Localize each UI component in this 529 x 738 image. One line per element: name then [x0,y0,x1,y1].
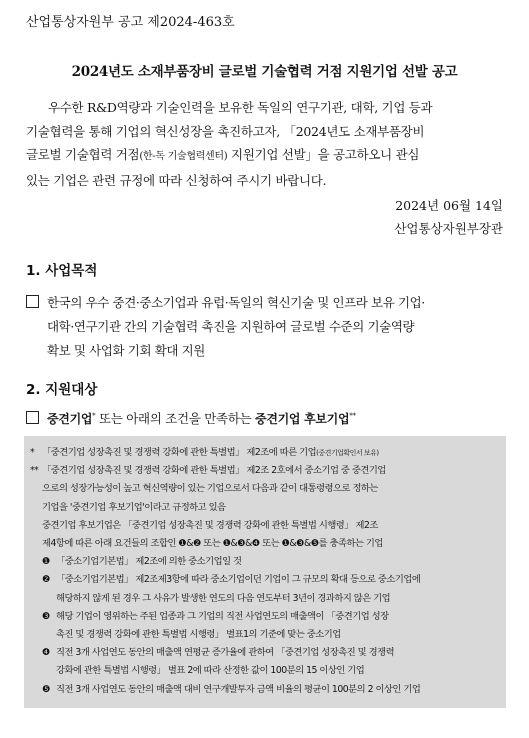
note-line: ** 「중견기업 성장촉진 및 경쟁력 강화에 관한 특별법」 제2조 2호에서 중소기업 중 중견기업 [30,465,386,477]
condition-item: ❸ 해당 기업이 영위하는 주된 업종과 그 기업의 직전 사업연도의 매출액이 「중견기업 성장 [42,610,389,622]
note-line: 중견기업 후보기업은 「중견기업 성장촉진 및 경쟁력 강화에 관한 특별법 시행령」 제2조 [42,519,378,531]
purpose-line: 대학·연구기관 간의 기술협력 촉진을 지원하여 글로벌 수준의 기술역량 [47,319,415,334]
condition-line: 촉진 및 경쟁력 강화에 관한 특별법 시행령」 별표1의 기준에 맞는 중소기업 [56,629,341,641]
note-line: 으로의 성장가능성이 높고 혁신역량이 있는 기업으로서 다음과 같이 대통령령으로 정하는 [42,483,378,495]
issuer: 산업통상자원부장관 [394,221,503,236]
document-title: 2024년도 소재부품장비 글로벌 기술협력 거점 지원기업 선발 공고 [71,64,458,80]
condition-item: ❺ 직전 3개 사업연도 동안의 매출액 대비 연구개발투자 금액 비율의 평균이 100분의 2 이상인 기업 [42,683,421,695]
notice-date: 2024년 06월 14일 [395,198,503,213]
condition-line: 해당하지 않게 된 경우 그 사유가 발생한 연도의 다음 연도부터 3년이 경과하지 않은 기업 [56,592,391,604]
condition-item: ❹ 직전 3개 사업연도 동안의 매출액 연평균 증가율에 관하여 「중견기업 성장촉진 및 경쟁력 [42,647,395,659]
note-line: 기업을 '중견기업 후보기업'이라고 규정하고 있음 [42,501,226,513]
purpose-item [26,291,506,363]
footnote-mark: ** [349,411,356,420]
target-item: 중견기업* 또는 아래의 조건을 만족하는 중견기업 후보기업** [26,409,506,427]
target-midsize: 중견기업 [47,412,93,426]
section-heading-purpose: 1. 사업목적 [26,263,98,279]
target-candidate: 중견기업 후보기업 [255,412,350,426]
intro-paragraph [26,96,504,192]
note-line: * 「중견기업 성장촉진 및 경쟁력 강화에 관한 특별법」 제2조에 따른 기업(중견기업확인서 보유) [30,447,379,458]
note-line: 제4항에 따른 아래 요건들의 조합인 ❶&❷ 또는 ❶&❸&❹ 또는 ❶&❸&❺를 충족하는 기업 [42,538,383,550]
purpose-line: 한국의 우수 중견·중소기업과 유럽·독일의 혁신기술 및 인프라 보유 기업· [26,291,506,315]
notice-number: 산업통상자원부 공고 제2024-463호 [26,15,235,30]
intro-line: 기술협력을 통해 기업의 혁신성장을 촉진하고자, 「2024년도 소재부품장비 [26,123,425,139]
intro-line: 있는 기업은 관련 규정에 따라 신청하여 주시기 바랍니다. [26,172,327,188]
condition-line: 강화에 관한 특별법 시행령」 별표 2에 따라 산정한 값이 100분의 15 이상인 기업 [56,665,365,677]
section-heading-target: 2. 지원대상 [26,382,98,398]
checkbox-icon [26,295,39,308]
intro-small-note: (한-독 기술협력센터) [139,151,228,162]
footnote-mark: * [92,411,96,420]
checkbox-icon [26,411,39,424]
condition-item: ❷ 「중소기업기본법」 제2조제3항에 따라 중소기업이던 기업이 그 규모의 확대 등으로 중소기업에 [42,574,421,586]
condition-item: ❶ 「중소기업기본법」 제2조에 의한 중소기업일 것 [42,556,242,568]
intro-line: 우수한 R&D역량과 기술인력을 보유한 독일의 연구기관, 대학, 기업 등과 [48,100,433,115]
definition-box [24,436,506,708]
intro-line: 글로벌 기술협력 거점(한-독 기술협력센터) 지원기업 선발」을 공고하오니 관심 [26,147,420,162]
purpose-line: 확보 및 사업화 기회 확대 지원 [47,343,205,358]
